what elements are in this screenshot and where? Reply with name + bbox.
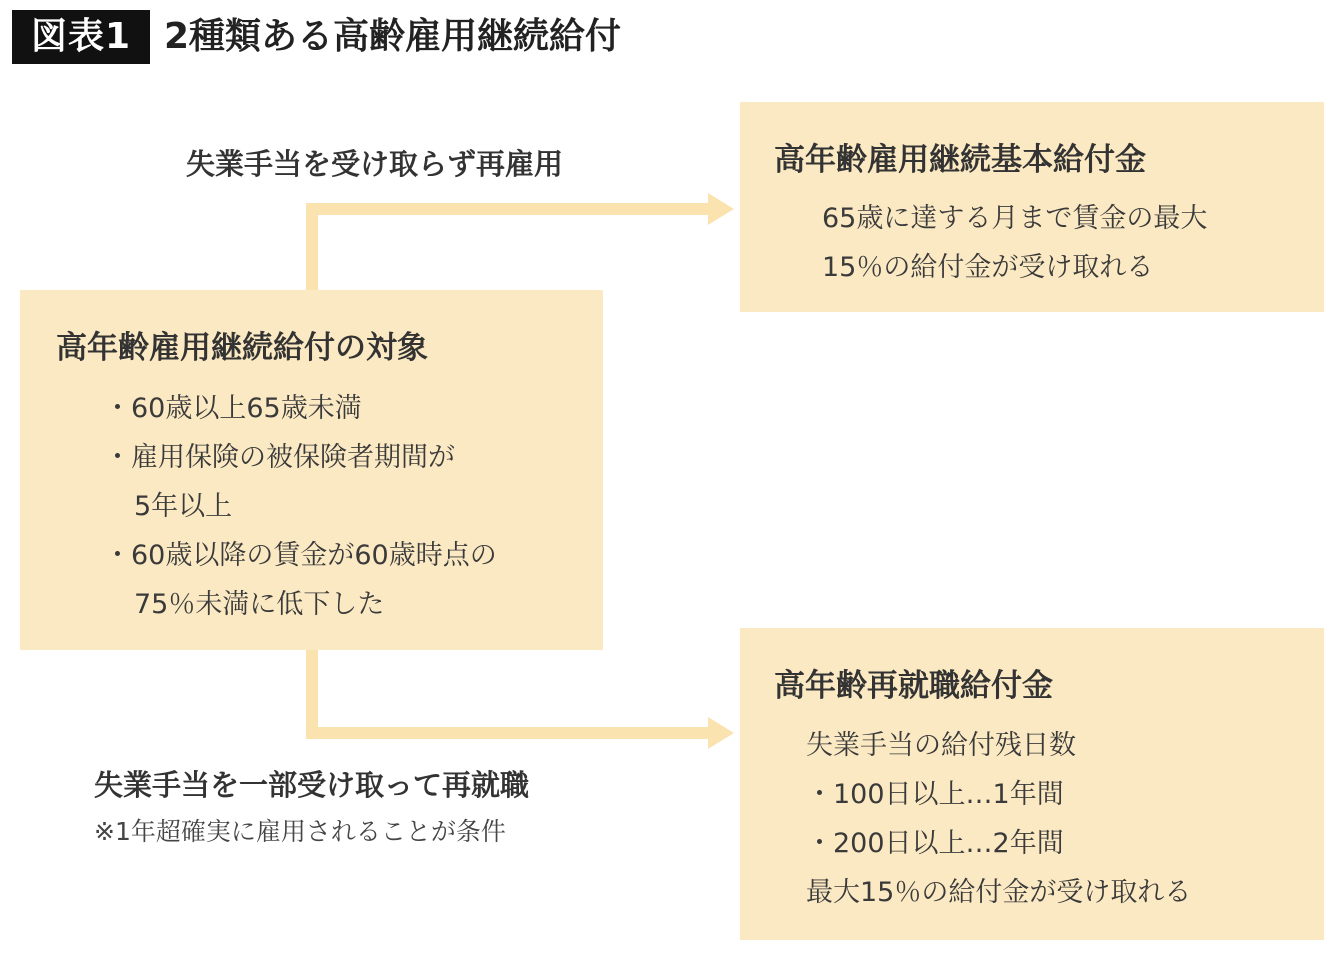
lower-arrowhead: [708, 717, 734, 749]
eligibility-line-wage-cont: 75％未満に低下した: [134, 589, 385, 620]
reemployment-line-max: 最大15％の給付金が受け取れる: [806, 877, 1192, 908]
reemployment-heading: 高年齢再就職給付金: [774, 668, 1053, 704]
basic-benefit-line-2: 15％の給付金が受け取れる: [822, 252, 1154, 283]
figure-title: 2種類ある高齢雇用継続給付: [164, 16, 622, 57]
lower-path-note: ※1年超確実に雇用されることが条件: [94, 817, 506, 846]
basic-benefit-description: [822, 194, 1207, 292]
upper-path-label: 失業手当を受け取らず再雇用: [186, 147, 564, 181]
upper-connector-line: [312, 209, 712, 292]
eligibility-line-wage: ・60歳以降の賃金が60歳時点の: [104, 540, 497, 571]
eligibility-line-insured-cont: 5年以上: [134, 491, 233, 522]
basic-benefit-line-1: 65歳に達する月まで賃金の最大: [822, 203, 1208, 234]
figure-label: 図表1: [12, 10, 150, 64]
lower-connector-line: [312, 650, 712, 733]
basic-benefit-box: [740, 102, 1324, 312]
upper-arrowhead: [708, 193, 734, 225]
basic-benefit-heading: 高年齢雇用継続基本給付金: [774, 142, 1146, 178]
reemployment-box: [740, 628, 1324, 940]
reemployment-line-200: ・200日以上…2年間: [806, 828, 1064, 859]
reemployment-line-100: ・100日以上…1年間: [806, 779, 1064, 810]
reemployment-line-days: 失業手当の給付残日数: [806, 730, 1076, 761]
eligibility-heading: 高年齢雇用継続給付の対象: [56, 330, 428, 366]
lower-path-label: 失業手当を一部受け取って再就職: [94, 768, 530, 802]
eligibility-box: [20, 290, 603, 650]
reemployment-description: [806, 721, 1191, 917]
eligibility-line-insured: ・雇用保険の被保険者期間が: [104, 442, 455, 473]
eligibility-list: [104, 384, 497, 629]
eligibility-line-age: ・60歳以上65歳未満: [104, 393, 362, 424]
